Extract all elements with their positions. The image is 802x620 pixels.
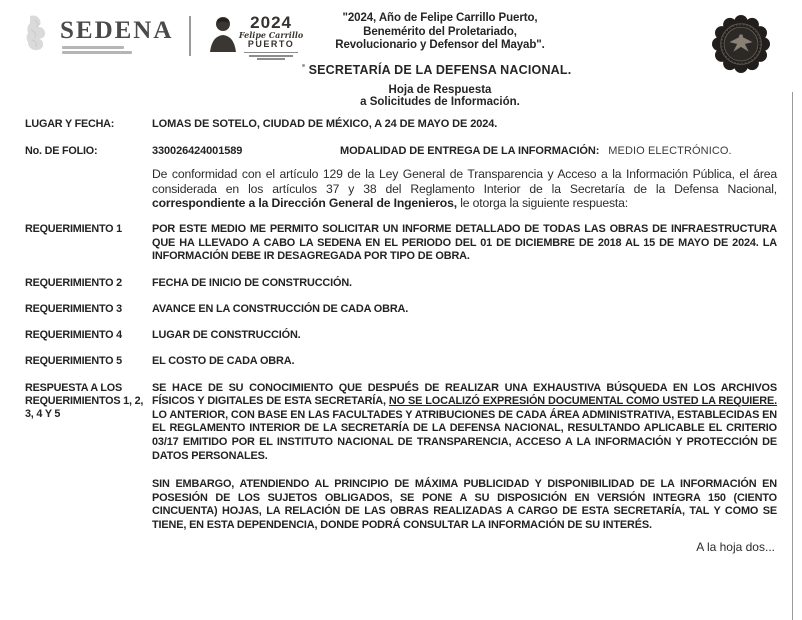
requirement-3-text: AVANCE EN LA CONSTRUCCIÓN DE CADA OBRA. (152, 302, 409, 315)
place-date-label: LUGAR Y FECHA: (25, 118, 115, 130)
requirement-2-label: REQUERIMIENTO 2 (25, 276, 122, 289)
sedena-subtext-line (62, 46, 124, 49)
circular-seal-icon (712, 12, 770, 78)
document-title-line-2: a Solicitudes de Información. (360, 96, 520, 108)
requirement-row (25, 329, 777, 343)
sedena-wordmark: SEDENA (60, 17, 174, 44)
response-paragraph-2: SIN EMBARGO, ATENDIENDO AL PRINCIPIO DE MÁXIMA PUBLICIDAD Y DISPONIBILIDAD DE LA INFORMACIÓN EN POSESIÓN DE LOS SUJETOS OBLIGADOS, SE PONE A SU DISPOSICIÓN EN VERSIÓN INTEGRA 150 (CIENTO CINCUENTA) HOJAS, LA RELACIÓN DE LAS OBRAS REALIZADAS A CARGO DE ESTA SECRETARÍA, TAL Y COMO SE TIENE, EN ESTA DEPENDENCIA, DONDE PODRÁ CONSULTAR LA INFORMACIÓN DE SU INTERÉS. (152, 478, 777, 531)
requirement-1-text: POR ESTE MEDIO ME PERMITO SOLICITAR UN INFORME DETALLADO DE TODAS LAS OBRAS DE INFRAESTRUCTURA QUE HA LLEVADO A CABO LA SEDENA EN EL PERIODO DEL 01 DE DICIEMBRE DE 2018 AL 15 DE MAYO DE 2024. LA INFORMACIÓN DEBE IR DESAGREGADA POR TIPO DE OBRA. (152, 223, 777, 263)
year-2024-label: 2024 (250, 13, 292, 32)
document-title (130, 84, 750, 109)
requirement-4-label: REQUERIMIENTO 4 (25, 328, 122, 341)
sedena-eagle-icon (22, 12, 56, 54)
response-paragraph-1: SE HACE DE SU CONOCIMIENTO QUE DESPUÉS DE REALIZAR UNA EXHAUSTIVA BÚSQUEDA EN LOS ARCHIVOS FÍSICOS Y DIGITALES DE ESTA SECRETARÍA, NO SE LOCALIZÓ EXPRESIÓN DOCUMENTAL COMO USTED LA REQUIERE. LO ANTERIOR, CON BASE EN LAS FACULTADES Y ATRIBUCIONES DE CADA ÁREA ADMINISTRATIVA, ESTABLECIDAS EN EL REGLAMENTO INTERIOR DE LA SECRETARÍA DE LA DEFENSA NACIONAL, RESULTANDO APLICABLE EL CRITERIO 03/17 EMITIDO POR EL INSTITUTO NACIONAL DE TRANSPARENCIA, ACCESO A LA INFORMACIÓN Y PROTECCIÓN DE DATOS PERSONALES. (152, 381, 777, 462)
annual-motto-line-2: Benemérito del Proletariado, (363, 25, 517, 38)
requirement-row (25, 303, 777, 317)
folio-number: 330026424001589 (152, 145, 243, 157)
folio-row (25, 145, 777, 158)
requirement-5-label: REQUERIMIENTO 5 (25, 355, 122, 368)
response-row (25, 382, 777, 464)
annual-motto-line-3: Revolucionario y Defensor del Mayab". (335, 39, 545, 51)
folio-label: No. DE FOLIO: (25, 145, 98, 157)
carrillo-caps-name: PUERTO (247, 38, 295, 49)
document-body (25, 118, 777, 554)
continuation-note: A la hoja dos... (696, 539, 775, 554)
intro-row (25, 167, 777, 211)
requirement-5-text: EL COSTO DE CADA OBRA. (152, 355, 295, 368)
response-row-2 (25, 478, 777, 532)
requirement-row (25, 223, 777, 264)
requirement-row (25, 277, 777, 291)
requirement-3-label: REQUERIMIENTO 3 (25, 302, 122, 315)
scan-edge-line (792, 92, 793, 620)
delivery-mode-value: MEDIO ELECTRÓNICO. (608, 145, 732, 157)
requirement-2-text: FECHA DE INICIO DE CONSTRUCCIÓN. (152, 276, 352, 289)
intro-paragraph: De conformidad con el artículo 129 de la Ley General de Transparencia y Acceso a la Información Pública, el área considerada en los artículos 37 y 38 del Reglamento Interior de la Secretaría de la Defensa Nacional, correspondiente a la Dirección General de Ingenieros, le otorga la siguiente respuesta: (152, 167, 777, 210)
carrillo-script-name: Felipe Carrillo (238, 30, 304, 40)
scan-speck (302, 64, 305, 67)
requirement-4-text: LUGAR DE CONSTRUCCIÓN. (152, 328, 301, 341)
response-label: RESPUESTA A LOS REQUERIMIENTOS 1, 2, 3, 4 Y 5 (25, 381, 144, 420)
requirement-1-label: REQUERIMIENTO 1 (25, 223, 122, 235)
sedena-subtext-line (62, 51, 132, 54)
place-date-value: LOMAS DE SOTELO, CIUDAD DE MÉXICO, A 24 DE MAYO DE 2024. (152, 118, 498, 130)
annual-motto-line-1: "2024, Año de Felipe Carrillo Puerto, (342, 12, 538, 24)
secretariat-title: SECRETARÍA DE LA DEFENSA NACIONAL. (308, 62, 572, 77)
document-title-line-1: Hoja de Respuesta (388, 83, 492, 96)
delivery-mode-label: MODALIDAD DE ENTREGA DE LA INFORMACIÓN: (340, 145, 600, 157)
place-date-row (25, 118, 777, 131)
header-titles (130, 12, 750, 109)
requirement-row (25, 355, 777, 369)
